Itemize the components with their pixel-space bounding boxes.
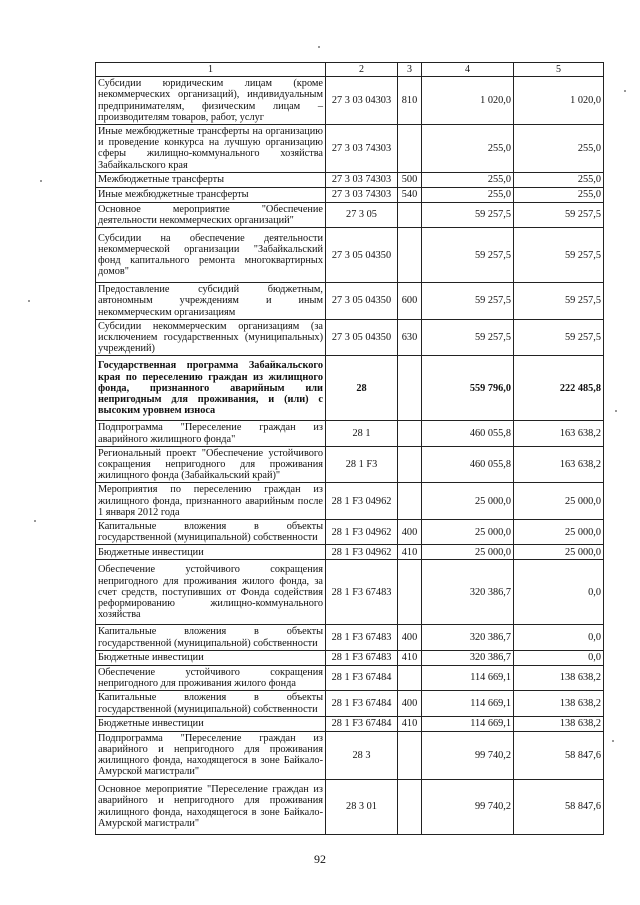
row-code-cell: 28 1 F3 67483 (326, 650, 398, 665)
row-name-cell: Обеспечение устойчивого сокращения непригодного для проживания жилого фонда (96, 665, 326, 690)
row-value-1-cell: 320 386,7 (422, 625, 514, 650)
table-row (96, 319, 604, 356)
row-name-cell: Подпрограмма "Переселение граждан из аварийного жилищного фонда" (96, 421, 326, 446)
row-expense-type-cell: 630 (398, 319, 422, 356)
row-value-2-cell: 255,0 (514, 187, 604, 202)
page-number: 92 (314, 852, 326, 866)
row-name-cell: Мероприятия по переселению граждан из жилищного фонда, признанного аварийным после 1 января 2012 года (96, 483, 326, 520)
row-value-1-cell: 99 740,2 (422, 731, 514, 779)
row-code-cell: 28 3 (326, 731, 398, 779)
row-value-1-cell: 59 257,5 (422, 228, 514, 283)
row-value-2-cell: 25 000,0 (514, 520, 604, 545)
row-value-1-cell: 114 669,1 (422, 691, 514, 716)
table-row (96, 691, 604, 716)
table-row (96, 625, 604, 650)
row-name-cell: Предоставление субсидий бюджетным, автономным учреждениям и иным некоммерческим организациям (96, 283, 326, 320)
row-name-cell: Капитальные вложения в объекты государственной (муниципальной) собственности (96, 520, 326, 545)
row-expense-type-cell: 410 (398, 545, 422, 560)
row-code-cell: 28 1 F3 04962 (326, 483, 398, 520)
table-row (96, 421, 604, 446)
row-value-1-cell: 25 000,0 (422, 520, 514, 545)
scan-speck (624, 90, 626, 92)
row-name-cell: Государственная программа Забайкальского края по переселению граждан из жилищного фонда, признанного аварийным или непригодным для проживания, и (или) с высоким уровнем износа (96, 356, 326, 421)
row-name-cell: Субсидии некоммерческим организациям (за исключением государственных (муниципальных) учреждений) (96, 319, 326, 356)
row-value-2-cell: 59 257,5 (514, 202, 604, 227)
scan-speck (612, 740, 614, 742)
row-value-1-cell: 255,0 (422, 125, 514, 173)
row-code-cell: 27 3 05 04350 (326, 283, 398, 320)
table-row (96, 125, 604, 173)
table-row (96, 172, 604, 187)
row-value-1-cell: 255,0 (422, 187, 514, 202)
row-code-cell: 27 3 03 74303 (326, 125, 398, 173)
row-expense-type-cell: 400 (398, 691, 422, 716)
scan-speck (318, 46, 320, 48)
row-value-2-cell: 138 638,2 (514, 665, 604, 690)
row-code-cell: 28 1 F3 67483 (326, 560, 398, 625)
row-expense-type-cell (398, 202, 422, 227)
row-value-1-cell: 59 257,5 (422, 319, 514, 356)
row-expense-type-cell (398, 228, 422, 283)
row-expense-type-cell: 400 (398, 625, 422, 650)
row-code-cell: 28 1 F3 (326, 446, 398, 483)
row-expense-type-cell (398, 125, 422, 173)
table-row (96, 716, 604, 731)
row-value-1-cell: 99 740,2 (422, 779, 514, 834)
row-name-cell: Иные межбюджетные трансферты (96, 187, 326, 202)
row-value-2-cell: 255,0 (514, 172, 604, 187)
row-value-1-cell: 255,0 (422, 172, 514, 187)
header-col-1: 1 (96, 63, 326, 77)
row-expense-type-cell (398, 421, 422, 446)
row-value-2-cell: 0,0 (514, 625, 604, 650)
table-header-row (96, 63, 604, 77)
table-row (96, 77, 604, 125)
row-code-cell: 27 3 05 04350 (326, 228, 398, 283)
row-name-cell: Межбюджетные трансферты (96, 172, 326, 187)
row-value-2-cell: 25 000,0 (514, 545, 604, 560)
row-expense-type-cell (398, 779, 422, 834)
row-name-cell: Подпрограмма "Переселение граждан из аварийного и непригодного для проживания жилищного фонда, находящегося в зоне Байкало-Амурской магистрали" (96, 731, 326, 779)
header-col-2: 2 (326, 63, 398, 77)
row-code-cell: 28 1 F3 67483 (326, 625, 398, 650)
row-value-2-cell: 59 257,5 (514, 283, 604, 320)
row-value-1-cell: 1 020,0 (422, 77, 514, 125)
header-col-5: 5 (514, 63, 604, 77)
row-expense-type-cell (398, 483, 422, 520)
row-value-1-cell: 320 386,7 (422, 560, 514, 625)
budget-table (95, 62, 604, 835)
row-expense-type-cell (398, 560, 422, 625)
table-row (96, 356, 604, 421)
table-row (96, 520, 604, 545)
row-value-1-cell: 114 669,1 (422, 665, 514, 690)
row-expense-type-cell: 410 (398, 650, 422, 665)
header-col-4: 4 (422, 63, 514, 77)
table-row (96, 650, 604, 665)
row-code-cell: 28 1 F3 67484 (326, 665, 398, 690)
row-value-1-cell: 25 000,0 (422, 483, 514, 520)
row-name-cell: Обеспечение устойчивого сокращения непригодного для проживания жилого фонда, за счет средств, поступивших от Фонда содействия реформированию жилищно-коммунального хозяйства (96, 560, 326, 625)
table-row (96, 446, 604, 483)
table-row (96, 665, 604, 690)
row-expense-type-cell: 810 (398, 77, 422, 125)
scan-speck (34, 520, 36, 522)
row-value-2-cell: 0,0 (514, 650, 604, 665)
row-expense-type-cell (398, 665, 422, 690)
row-expense-type-cell (398, 446, 422, 483)
row-code-cell: 28 (326, 356, 398, 421)
header-col-3: 3 (398, 63, 422, 77)
row-expense-type-cell (398, 731, 422, 779)
row-value-1-cell: 320 386,7 (422, 650, 514, 665)
row-name-cell: Основное мероприятие "Обеспечение деятельности некоммерческих организаций" (96, 202, 326, 227)
row-code-cell: 27 3 03 74303 (326, 172, 398, 187)
row-name-cell: Основное мероприятие "Переселение граждан из аварийного и непригодного для проживания жилищного фонда, находящегося в зоне Байкало-Амурской магистрали" (96, 779, 326, 834)
row-value-2-cell: 0,0 (514, 560, 604, 625)
scan-speck (615, 410, 617, 412)
row-expense-type-cell: 600 (398, 283, 422, 320)
row-value-2-cell: 163 638,2 (514, 421, 604, 446)
row-value-2-cell: 255,0 (514, 125, 604, 173)
row-value-2-cell: 222 485,8 (514, 356, 604, 421)
budget-table-body (96, 63, 604, 835)
row-name-cell: Иные межбюджетные трансферты на организацию и проведение конкурса на лучшую организацию сферы жилищно-коммунального хозяйства Забайкальского края (96, 125, 326, 173)
row-value-2-cell: 59 257,5 (514, 319, 604, 356)
table-row (96, 483, 604, 520)
row-code-cell: 27 3 05 04350 (326, 319, 398, 356)
row-name-cell: Субсидии юридическим лицам (кроме некоммерческих организаций), индивидуальным предпринимателям, физическим лицам – производителям товаров, работ, услуг (96, 77, 326, 125)
row-name-cell: Бюджетные инвестиции (96, 650, 326, 665)
row-value-1-cell: 559 796,0 (422, 356, 514, 421)
row-value-1-cell: 25 000,0 (422, 545, 514, 560)
table-row (96, 187, 604, 202)
row-code-cell: 28 1 F3 67484 (326, 716, 398, 731)
row-name-cell: Капитальные вложения в объекты государственной (муниципальной) собственности (96, 691, 326, 716)
row-code-cell: 27 3 03 04303 (326, 77, 398, 125)
table-row (96, 731, 604, 779)
row-name-cell: Капитальные вложения в объекты государственной (муниципальной) собственности (96, 625, 326, 650)
row-name-cell: Субсидии на обеспечение деятельности некоммерческой организации "Забайкальский фонд капитального ремонта многоквартирных домов" (96, 228, 326, 283)
row-expense-type-cell: 540 (398, 187, 422, 202)
row-expense-type-cell: 410 (398, 716, 422, 731)
row-value-2-cell: 59 257,5 (514, 228, 604, 283)
row-value-2-cell: 58 847,6 (514, 731, 604, 779)
row-value-2-cell: 58 847,6 (514, 779, 604, 834)
table-row (96, 228, 604, 283)
table-row (96, 202, 604, 227)
table-row (96, 545, 604, 560)
row-value-2-cell: 163 638,2 (514, 446, 604, 483)
row-name-cell: Бюджетные инвестиции (96, 716, 326, 731)
row-value-2-cell: 25 000,0 (514, 483, 604, 520)
scan-speck (40, 180, 42, 182)
row-value-1-cell: 114 669,1 (422, 716, 514, 731)
row-value-1-cell: 59 257,5 (422, 283, 514, 320)
row-code-cell: 28 1 (326, 421, 398, 446)
table-row (96, 560, 604, 625)
row-code-cell: 28 3 01 (326, 779, 398, 834)
row-value-2-cell: 138 638,2 (514, 716, 604, 731)
row-value-1-cell: 460 055,8 (422, 446, 514, 483)
row-expense-type-cell (398, 356, 422, 421)
row-value-2-cell: 138 638,2 (514, 691, 604, 716)
scan-speck (28, 300, 30, 302)
row-name-cell: Региональный проект "Обеспечение устойчивого сокращения непригодного для проживания жилищного фонда (Забайкальский край)" (96, 446, 326, 483)
row-value-1-cell: 460 055,8 (422, 421, 514, 446)
table-row (96, 779, 604, 834)
row-code-cell: 28 1 F3 04962 (326, 520, 398, 545)
row-value-2-cell: 1 020,0 (514, 77, 604, 125)
row-code-cell: 28 1 F3 04962 (326, 545, 398, 560)
row-expense-type-cell: 500 (398, 172, 422, 187)
row-value-1-cell: 59 257,5 (422, 202, 514, 227)
row-code-cell: 28 1 F3 67484 (326, 691, 398, 716)
table-row (96, 283, 604, 320)
row-expense-type-cell: 400 (398, 520, 422, 545)
row-code-cell: 27 3 03 74303 (326, 187, 398, 202)
row-code-cell: 27 3 05 (326, 202, 398, 227)
row-name-cell: Бюджетные инвестиции (96, 545, 326, 560)
